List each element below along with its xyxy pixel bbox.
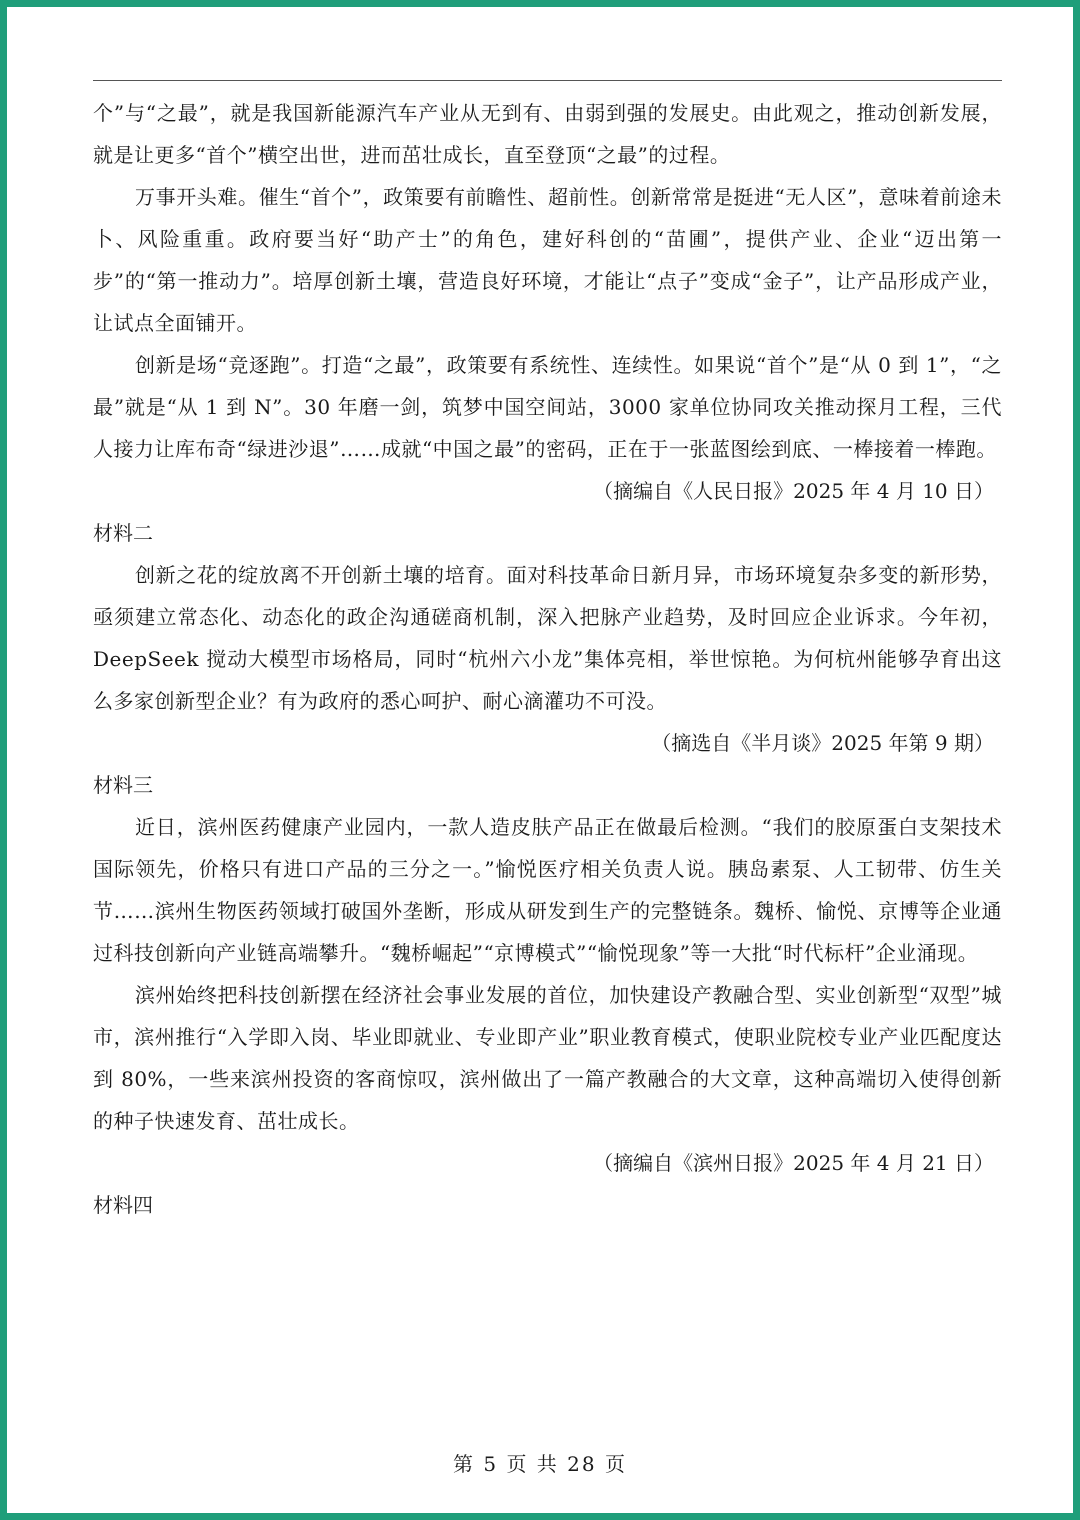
material-two-source: （摘选自《半月谈》2025 年第 9 期）	[651, 731, 994, 755]
material-three-paragraph-1: 近日，滨州医药健康产业园内，一款人造皮肤产品正在做最后检测。“我们的胶原蛋白支架技术国际领先，价格只有进口产品的三分之一。”愉悦医疗相关负责人说。胰岛素泵、人工韧带、仿生关节……滨州生物医药领域打破国外垄断，形成从研发到生产的完整链条。魏桥、愉悦、京博等企业通过科技创新向产业链高端攀升。“魏桥崛起”“京博模式”“愉悦现象”等一大批“时代标杆”企业涌现。	[93, 815, 1002, 965]
material-four-label: 材料四	[93, 1193, 153, 1217]
material-one-paragraph-3: 创新是场“竞逐跑”。打造“之最”，政策要有系统性、连续性。如果说“首个”是“从 0 到 1”，“之最”就是“从 1 到 N”。30 年磨一剑，筑梦中国空间站，3000 家单位协同攻关推动探月工程，三代人接力让库布奇“绿进沙退”……成就“中国之最”的密码，正在于一张蓝图绘到底、一棒接着一棒跑。	[93, 353, 1002, 461]
material-two-paragraph-1: 创新之花的绽放离不开创新土壤的培育。面对科技革命日新月异，市场环境复杂多变的新形势，亟须建立常态化、动态化的政企沟通磋商机制，深入把脉产业趋势，及时回应企业诉求。今年初，DeepSeek 搅动大模型市场格局，同时“杭州六小龙”集体亮相，举世惊艳。为何杭州能够孕育出这么多家创新型企业？有为政府的悉心呵护、耐心滴灌功不可没。	[93, 563, 1002, 713]
material-three-paragraph-2: 滨州始终把科技创新摆在经济社会事业发展的首位，加快建设产教融合型、实业创新型“双型”城市，滨州推行“入学即入岗、毕业即就业、专业即产业”职业教育模式，使职业院校专业产业匹配度达到 80%，一些来滨州投资的客商惊叹，滨州做出了一篇产教融合的大文章，这种高端切入使得创新的种子快速发育、茁壮成长。	[93, 983, 1002, 1133]
material-one-paragraph-2: 万事开头难。催生“首个”，政策要有前瞻性、超前性。创新常常是挺进“无人区”，意味着前途未卜、风险重重。政府要当好“助产士”的角色，建好科创的“苗圃”，提供产业、企业“迈出第一步”的“第一推动力”。培厚创新土壤，营造良好环境，才能让“点子”变成“金子”，让产品形成产业，让试点全面铺开。	[93, 185, 1002, 335]
material-three-label: 材料三	[93, 773, 153, 797]
material-one-paragraph-1: 个”与“之最”，就是我国新能源汽车产业从无到有、由弱到强的发展史。由此观之，推动创新发展，就是让更多“首个”横空出世，进而茁壮成长，直至登顶“之最”的过程。	[93, 101, 1002, 167]
material-three-source: （摘编自《滨州日报》2025 年 4 月 21 日）	[593, 1151, 994, 1175]
material-one-source: （摘编自《人民日报》2025 年 4 月 10 日）	[593, 479, 994, 503]
page-number-footer: 第 5 页 共 28 页	[453, 1452, 627, 1476]
page-content	[93, 92, 1002, 1226]
header-rule	[93, 80, 1002, 81]
material-two-label: 材料二	[93, 521, 153, 545]
